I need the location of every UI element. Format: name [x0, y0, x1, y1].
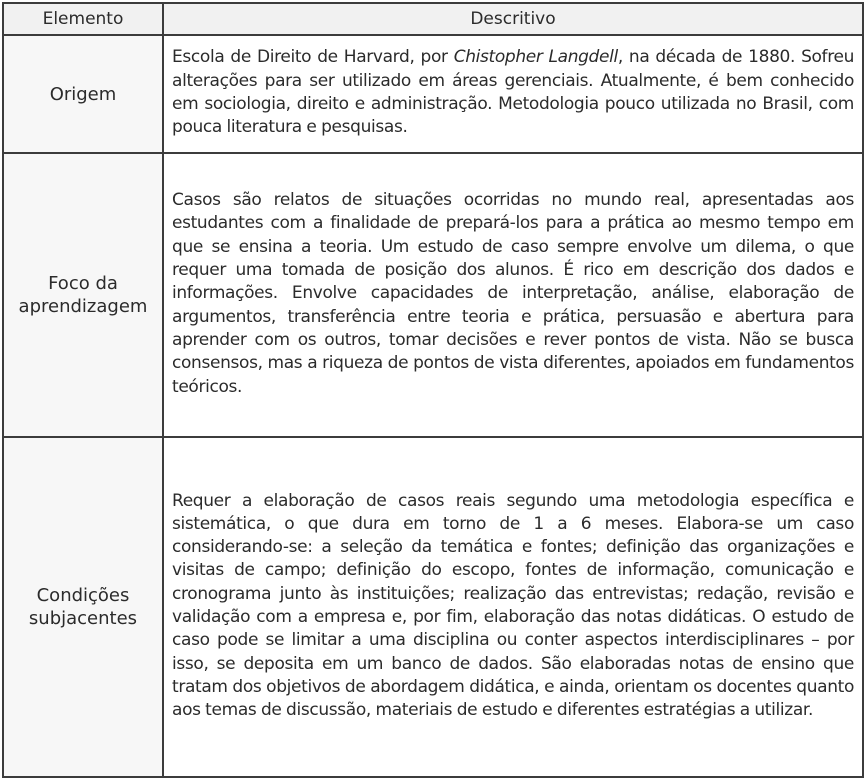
description-text-suffix: , na década de 1880. Sofreu alterações para ser utilizado em áreas gerenciais. Atualmente, é bem conhecido em sociologia, direito e administração. Metodologia pouco utilizada no Brasil, com pouca literatura e pesquisas.	[172, 47, 854, 138]
element-label: Origem	[49, 83, 117, 105]
header-elemento: Elemento	[3, 3, 163, 35]
header-row	[3, 3, 863, 35]
description-cell	[163, 35, 863, 153]
header-descritivo: Descritivo	[163, 3, 863, 35]
element-label-line1: Foco da	[48, 273, 118, 294]
element-label-line2: subjacentes	[28, 608, 138, 629]
element-cell	[3, 153, 163, 437]
author-name: Chistopher Langdell	[453, 47, 618, 68]
element-label-line2: aprendizagem	[18, 296, 148, 317]
element-cell	[3, 437, 163, 777]
description-cell: Requer a elaboração de casos reais segundo uma metodologia específica e sistemática, o que dura em torno de 1 a 6 meses. Elabora-se um caso considerando-se: a seleção da temática e fontes; definição das organizações e visitas de campo; definição do escopo, fontes de informação, comunicação e cronograma junto às instituições; realização das entrevistas; redação, revisão e validação com a empresa e, por fim, elaboração das notas didáticas. O estudo de caso pode se limitar a uma disciplina ou conter aspectos interdisciplinares – por isso, se deposita em um banco de dados. São elaboradas notas de ensino que tratam dos objetivos de abordagem didática, e ainda, orientam os docentes quanto aos temas de discussão, materiais de estudo e diferentes estratégias a utilizar.	[163, 437, 863, 777]
methodology-table	[2, 2, 864, 778]
table-row-origem	[3, 35, 863, 153]
table-row-condicoes	[3, 437, 863, 777]
description-text-prefix: Escola de Direito de Harvard, por	[172, 47, 454, 68]
element-label-line1: Condições	[36, 585, 130, 606]
element-cell	[3, 35, 163, 153]
description-cell: Casos são relatos de situações ocorridas no mundo real, apresentadas aos estudantes com a finalidade de prepará-los para a prática ao mesmo tempo em que se ensina a teoria. Um estudo de caso sempre envolve um dilema, o que requer uma tomada de posição dos alunos. É rico em descrição dos dados e informações. Envolve capacidades de interpretação, análise, elaboração de argumentos, transferência entre teoria e prática, persuasão e abertura para aprender com os outros, tomar decisões e rever pontos de vista. Não se busca consensos, mas a riqueza de pontos de vista diferentes, apoiados em fundamentos teóricos.	[163, 153, 863, 437]
table-row-foco	[3, 153, 863, 437]
